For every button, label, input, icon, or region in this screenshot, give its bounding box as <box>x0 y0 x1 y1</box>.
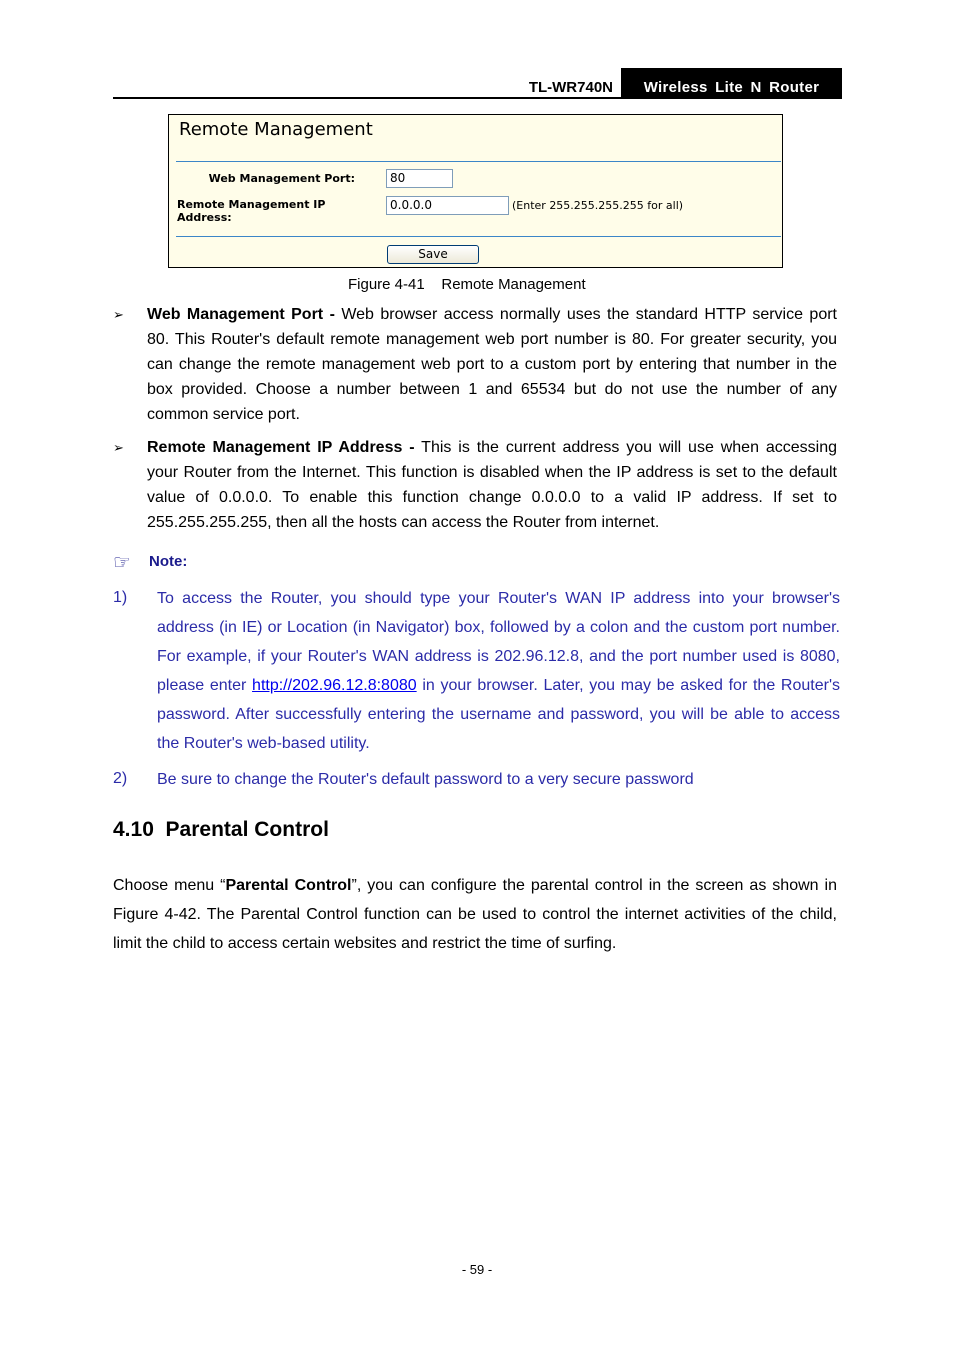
bullet-remote-ip-address <box>147 435 837 535</box>
ip-address-hint: (Enter 255.255.255.255 for all) <box>512 199 684 212</box>
note-text: To access the Router, you should type your Router's WAN IP address into your browser's address (in IE) or Location (in Navigator) box, followed by a colon and the custom port number. For example, if your Router's WAN address is 202.96.12.8, and the port number used is 8080, please enter <box>157 590 840 694</box>
header-model: TL-WR740N <box>528 79 613 96</box>
web-port-input[interactable]: 80 <box>386 169 453 188</box>
save-button[interactable]: Save <box>387 245 479 264</box>
section-intro <box>113 871 837 958</box>
section-title: Parental Control <box>165 818 329 841</box>
note-item-2: Be sure to change the Router's default password to a very secure password <box>157 771 694 788</box>
page-number: - 59 - <box>461 1262 493 1277</box>
panel-top-rule <box>176 161 781 162</box>
figure-caption: Figure 4-41 Remote Management <box>348 276 586 293</box>
bullet-term: Web Management Port - <box>147 306 335 323</box>
bullet-arrow-icon: ➢ <box>113 307 124 322</box>
note-item-number: 2) <box>113 770 128 787</box>
intro-text: Choose menu “ <box>113 877 226 894</box>
note-label: Note: <box>149 553 188 570</box>
web-port-label: Web Management Port: <box>208 172 355 185</box>
section-number: 4.10 <box>113 818 154 841</box>
intro-text: ”, you can configure the parental control in the screen as shown in Figure 4-42. The Parental Control function can be used to control the internet activities of the child, limit the child to access certain websites and restrict the time of surfing. <box>113 877 837 952</box>
bullet-term: Remote Management IP Address - <box>147 439 415 456</box>
pointing-hand-icon: ☞ <box>113 552 131 574</box>
bullet-text: Web browser access normally uses the standard HTTP service port 80. This Router's default remote management web port number is 80. For greater security, you can change the remote management web port to a custom port by entering that number in the box provided. Choose a number between 1 and 65534 but do not use the number of any common service port. <box>147 306 838 423</box>
note-item-1 <box>157 584 840 758</box>
header-rule <box>113 97 842 99</box>
bullet-arrow-icon: ➢ <box>113 440 124 455</box>
example-url-link[interactable]: http://202.96.12.8:8080 <box>252 677 417 694</box>
intro-menu-name: Parental Control <box>225 877 352 894</box>
remote-management-panel <box>168 114 783 268</box>
note-item-number: 1) <box>113 589 128 606</box>
header-product: Wireless Lite N Router <box>643 79 820 96</box>
ip-address-label: Remote Management IP Address: <box>177 198 326 224</box>
panel-bottom-rule <box>176 236 781 237</box>
ip-address-input[interactable]: 0.0.0.0 <box>386 196 509 215</box>
section-heading <box>113 818 329 842</box>
bullet-text: This is the current address you will use when accessing your Router from the Internet. This function is disabled when the IP address is set to the default value of 0.0.0.0. To enable this function change 0.0.0.0 to a valid IP address. If set to 255.255.255.255, then all the hosts can access the Router from internet. <box>147 439 838 531</box>
note-text: in your browser. Later, you may be asked for the Router's password. After successfully entering the username and password, you will be able to access the Router's web-based utility. <box>157 677 841 752</box>
bullet-web-management-port <box>147 302 837 427</box>
panel-title: Remote Management <box>179 119 373 140</box>
